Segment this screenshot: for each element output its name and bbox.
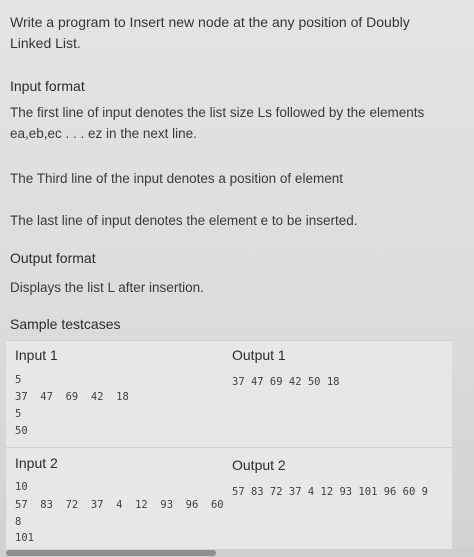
input-1-line-2: 37 47 69 42 18 [15,391,129,403]
input-1-line-4: 50 [15,425,28,437]
output-format-heading: Output format [10,250,96,266]
input-1-label: Input 1 [15,347,58,363]
input-format-line-1: The first line of input denotes the list size Ls followed by the elements ea,eb,ec . . . ez in the next line. [10,105,425,141]
input-format-heading: Input format [10,78,85,94]
problem-statement: Write a program to Insert new node at the any position of Doubly Linked List. [10,14,410,51]
input-2-line-1: 10 [15,481,28,493]
input-format-line-3: The last line of input denotes the element e to be inserted. [10,213,358,228]
output-2-line-1: 57 83 72 37 4 12 93 101 96 60 9 [232,486,428,498]
input-1-line-1: 5 [15,374,22,386]
input-2-line-2: 57 83 72 37 4 12 93 96 60 [15,499,224,511]
testcases-panel [6,340,452,551]
input-2-line-4: 101 [15,532,34,544]
output-format-line-1: Displays the list L after insertion. [10,280,204,295]
input-2-line-3: 8 [15,516,22,528]
sample-testcases-heading: Sample testcases [10,316,121,332]
output-1-label: Output 1 [232,347,286,363]
testcase-divider [6,447,452,448]
output-1-line-1: 37 47 69 42 50 18 [232,376,340,388]
input-format-line-2: The Third line of the input denotes a position of element [10,171,343,186]
input-1-line-3: 5 [15,408,22,420]
output-2-label: Output 2 [232,457,286,473]
input-2-label: Input 2 [15,455,58,471]
scrollbar-thumb[interactable] [6,550,216,556]
